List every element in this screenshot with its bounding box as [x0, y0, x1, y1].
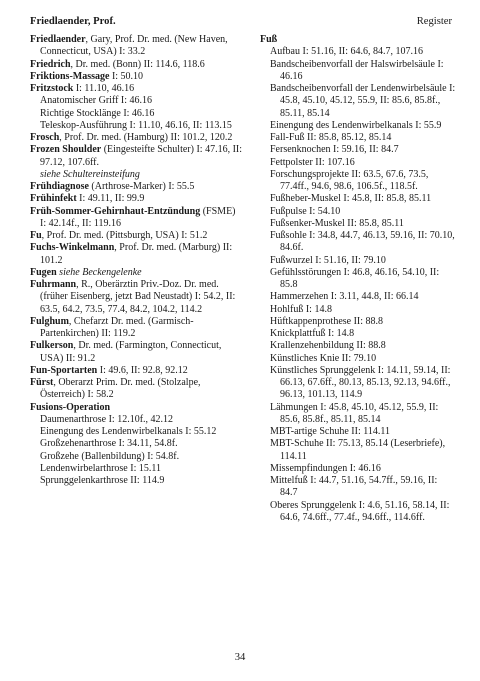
index-term: Frühdiagnose [30, 181, 89, 192]
index-term: Fusions-Operation [30, 401, 111, 413]
index-locator: Fußsohle I: 34.8, 44.7, 46.13, 59.16, II: 70.10, 84.6f. [270, 230, 455, 254]
index-subentry [30, 169, 242, 181]
index-term: Fürst [30, 377, 54, 388]
index-locator: Großzehe (Ballenbildung) I: 54.8f. [40, 450, 180, 462]
index-subentry [30, 108, 242, 120]
index-subentry [260, 230, 456, 255]
index-term: Fu [30, 230, 42, 241]
index-locator: Hüftkappenprothese II: 88.8 [270, 315, 384, 327]
index-locator: Lendenwirbelarthrose I: 15.11 [40, 462, 161, 474]
index-subentry [260, 46, 456, 58]
index-term: Fritzstock [30, 83, 74, 94]
header-section-title: Register [416, 16, 452, 27]
index-subentry [260, 83, 456, 120]
index-locator: Gefühlsstörungen I: 46.8, 46.16, 54.10, II: 85.8 [270, 266, 440, 290]
index-entry [30, 71, 242, 83]
index-entry [30, 193, 242, 205]
index-locator: , R., Oberärztin Priv.-Doz. Dr. med. (früher Eisenberg, jetzt Bad Neustadt) I: 54.2, II: 63.5, 64.2, 73.5, 77.4, 84.2, 104.2, 114.2 [40, 279, 236, 315]
index-subentry [260, 475, 456, 500]
index-entry [30, 83, 242, 95]
index-subentry [260, 59, 456, 84]
index-term: Fun-Sportarten [30, 364, 98, 376]
index-entry [30, 34, 242, 59]
index-locator: MBT-artige Schuhe II: 114.11 [270, 426, 390, 437]
index-subentry [260, 206, 456, 218]
index-locator: Einengung des Lendenwirbelkanals I: 55.12 [40, 426, 217, 437]
index-entry [30, 377, 242, 402]
index-subentry [260, 353, 456, 365]
index-entry [30, 132, 242, 144]
index-locator: Mittelfuß I: 44.7, 51.16, 54.7ff., 59.16, II: 84.7 [270, 475, 438, 499]
index-locator: I: 50.10 [109, 70, 144, 82]
index-locator: Oberes Sprunggelenk I: 4.6, 51.16, 58.14, II: 64.6, 74.6ff., 77.4f., 94.6ff., 114.6ff. [270, 499, 450, 523]
index-locator: , Oberarzt Prim. Dr. med. (Stolzalpe, Österreich) I: 58.2 [40, 377, 201, 401]
index-subentry [260, 340, 456, 352]
index-locator: Großzehenarthrose I: 34.11, 54.8f. [40, 438, 178, 450]
index-locator: , Prof. Dr. med. (Marburg) II: 101.2 [40, 242, 233, 266]
index-entry [30, 206, 242, 231]
index-column-right [260, 34, 456, 524]
index-subentry [260, 291, 456, 303]
index-term: Frozen Shoulder [30, 144, 102, 156]
index-term: Friedrich [30, 58, 71, 70]
index-locator: Fettpolster II: 107.16 [270, 156, 355, 168]
index-term: Fugen [30, 266, 57, 278]
index-subentry [30, 463, 242, 475]
index-locator: Sprunggelenkarthrose II: 114.9 [40, 475, 165, 486]
index-term: Fuchs-Winkelmann [30, 242, 115, 254]
index-subentry [260, 132, 456, 144]
index-term: Frühinfekt [30, 193, 77, 205]
index-subentry [260, 402, 456, 427]
index-term: Fuhrmann [30, 279, 77, 290]
index-locator: , Prof. Dr. med. (Hamburg) II: 101.2, 120.2 [59, 132, 233, 143]
index-subentry [30, 95, 242, 107]
index-entry [30, 144, 242, 169]
index-locator: Bandscheibenvorfall der Lendenwirbelsäule I: 45.8, 45.10, 45.12, 55.9, II: 85.6, 85.8f., 85.11, 85.14 [270, 83, 456, 119]
index-locator: Anatomischer Griff I: 46.16 [40, 95, 153, 107]
index-term: Fulkerson [30, 340, 74, 352]
index-subentry [260, 438, 456, 463]
running-header [30, 14, 452, 30]
index-locator: , Chefarzt Dr. med. (Garmisch-Partenkirchen) II: 119.2 [40, 315, 194, 339]
index-subentry [260, 157, 456, 169]
index-locator: MBT-Schuhe II: 75.13, 85.14 (Leserbriefe), 114.11 [270, 438, 446, 462]
index-term: Friedlaender [30, 34, 86, 45]
index-subentry [30, 426, 242, 438]
index-subentry [260, 365, 456, 402]
index-subentry [30, 120, 242, 132]
index-locator: Hammerzehen I: 3.11, 44.8, II: 66.14 [270, 291, 419, 303]
index-entry [30, 340, 242, 365]
index-locator: Daumenarthrose I: 12.10f., 42.12 [40, 413, 174, 425]
index-locator: (Eingesteifte Schulter) I: 47.16, II: 97.12, 107.6ff. [40, 144, 243, 168]
index-entry [30, 267, 242, 279]
index-locator: Richtige Stocklänge I: 46.16 [40, 107, 155, 119]
index-entry [30, 279, 242, 316]
index-term: Frosch [30, 132, 60, 143]
index-locator: Missempfindungen I: 46.16 [270, 462, 381, 474]
index-entry [30, 242, 242, 267]
index-subentry [260, 169, 456, 194]
index-locator: I: 49.6, II: 92.8, 92.12 [97, 364, 188, 376]
index-subentry [260, 218, 456, 230]
index-locator: Fersenknochen I: 59.16, II: 84.7 [270, 144, 399, 156]
index-entry [30, 316, 242, 341]
index-locator: I: 11.10, 46.16 [73, 83, 135, 94]
index-subentry [260, 267, 456, 292]
index-column-left [30, 34, 242, 487]
index-subentry [30, 451, 242, 463]
index-locator: Fall-Fuß II: 85.8, 85.12, 85.14 [270, 132, 392, 143]
cross-reference: siehe Schultereinsteifung [40, 168, 140, 180]
index-locator: Fußheber-Muskel I: 45.8, II: 85.8, 85.11 [270, 193, 432, 205]
header-left-term: Friedlaender, Prof. [30, 16, 116, 27]
index-subentry [260, 304, 456, 316]
index-term: Früh-Sommer-Gehirnhaut-Entzündung [30, 205, 201, 217]
index-locator: Hohlfuß I: 14.8 [270, 303, 332, 315]
index-subentry [30, 414, 242, 426]
index-locator: (FSME) I: 42.14f., II: 119.16 [40, 205, 236, 229]
index-entry [260, 34, 456, 46]
index-locator: Lähmungen I: 45.8, 45.10, 45.12, 55.9, II: 85.6, 85.8f., 85.11, 85.14 [270, 401, 439, 425]
index-subentry [260, 120, 456, 132]
index-locator: Einengung des Lendenwirbelkanals I: 55.9 [270, 119, 442, 131]
index-subentry [260, 328, 456, 340]
index-locator: I: 49.11, II: 99.9 [76, 193, 145, 205]
index-locator: Teleskop-Ausführung I: 11.10, 46.16, II: 113.15 [40, 119, 232, 131]
index-locator: Künstliches Sprunggelenk I: 14.11, 59.14, II: 66.13, 67.6ff., 80.13, 85.13, 92.13, 94.6ff., 96.13, 101.13, 114.9 [270, 364, 451, 401]
index-subentry [30, 438, 242, 450]
index-locator: (Arthrose-Marker) I: 55.5 [88, 181, 195, 192]
index-subentry [260, 144, 456, 156]
index-subentry [260, 426, 456, 438]
index-locator: , Dr. med. (Bonn) II: 114.6, 118.6 [70, 58, 205, 70]
index-subentry [30, 475, 242, 487]
index-term: Fuß [260, 34, 278, 45]
index-locator: , Dr. med. (Farmington, Connecticut, USA) II: 91.2 [40, 340, 222, 364]
index-locator: Aufbau I: 51.16, II: 64.6, 84.7, 107.16 [270, 46, 424, 58]
index-term: Fulghum [30, 315, 69, 327]
cross-reference: siehe Beckengelenke [59, 266, 142, 278]
index-locator: Künstliches Knie II: 79.10 [270, 352, 377, 364]
index-locator: Krallenzehenbildung II: 88.8 [270, 340, 386, 352]
index-subentry [260, 193, 456, 205]
index-locator: Knickplattfuß I: 14.8 [270, 328, 355, 339]
index-locator: , Prof. Dr. med. (Pittsburgh, USA) I: 51.2 [41, 230, 208, 241]
index-subentry [260, 255, 456, 267]
index-locator: Fußwurzel I: 51.16, II: 79.10 [270, 254, 386, 266]
index-locator: Forschungsprojekte II: 63.5, 67.6, 73.5, 77.4ff., 94.6, 98.6, 106.5f., 118.5f. [270, 168, 429, 192]
index-entry [30, 365, 242, 377]
index-subentry [260, 500, 456, 525]
index-entry [30, 59, 242, 71]
index-locator: Bandscheibenvorfall der Halswirbelsäule I: 46.16 [270, 58, 444, 82]
index-subentry [260, 316, 456, 328]
index-term: Friktions-Massage [30, 70, 110, 82]
index-entry [30, 230, 242, 242]
index-locator: Fußpulse I: 54.10 [270, 205, 341, 217]
index-locator: , Gary, Prof. Dr. med. (New Haven, Connecticut, USA) I: 33.2 [40, 34, 228, 58]
index-entry [30, 181, 242, 193]
index-entry [30, 402, 242, 414]
page-number: 34 [234, 652, 246, 663]
index-locator: Fußsenker-Muskel II: 85.8, 85.11 [270, 217, 404, 229]
index-subentry [260, 463, 456, 475]
